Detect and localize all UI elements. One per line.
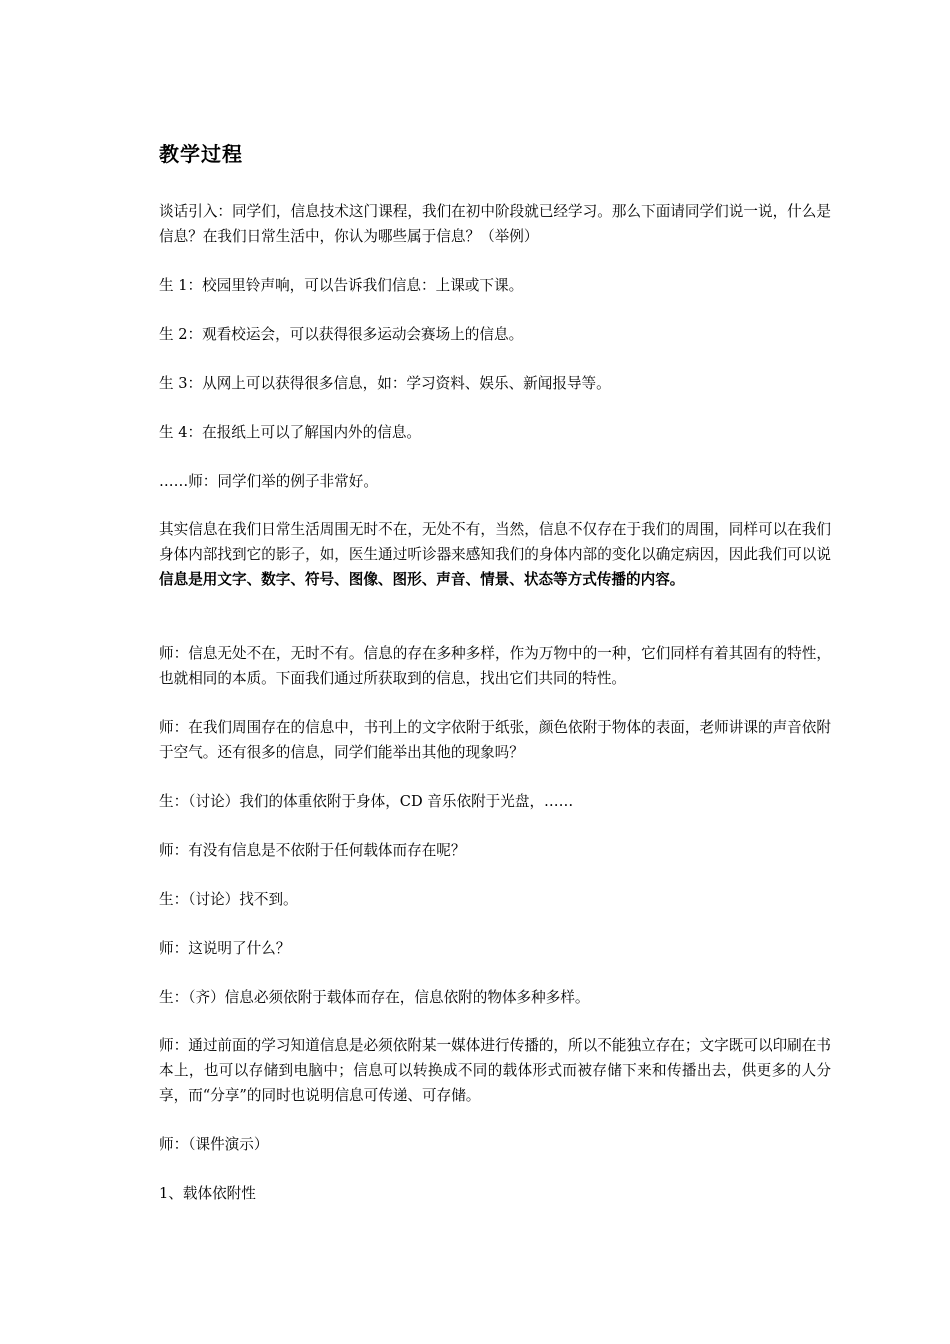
paragraph-teacher-demo bbox=[159, 1132, 831, 1157]
paragraph-teacher-what bbox=[159, 936, 831, 961]
paragraph-text: 生：（讨论）找不到。 bbox=[159, 891, 298, 908]
paragraph-teacher-question bbox=[159, 838, 831, 863]
paragraph-text: 生：（齐）信息必须依附于载体而存在，信息依附的物体多种多样。 bbox=[159, 989, 590, 1006]
paragraph-heading-carrier bbox=[159, 1181, 831, 1206]
document-title: 教学过程 bbox=[159, 142, 243, 166]
paragraph-text: 其实信息在我们日常生活周围无时不在，无处不有，当然，信息不仅存在于我们的周围，同样可以在我们身体内部找到它的影子，如，医生通过听诊器来感知我们的身体内部的变化以确定病因，因此我们可以说 bbox=[159, 521, 831, 563]
paragraph-text: 师：这说明了什么？ bbox=[159, 940, 291, 957]
paragraph-text: 生 4：在报纸上可以了解国内外的信息。 bbox=[159, 424, 422, 441]
paragraph-student-answer bbox=[159, 887, 831, 912]
definition-bold-text: 信息是用文字、数字、符号、图像、图形、声音、情景、状态等方式传播的内容。 bbox=[159, 571, 685, 588]
paragraph-text: 生：（讨论）我们的体重依附于身体，CD 音乐依附于光盘，…… bbox=[159, 793, 574, 810]
paragraph-text: 1、载体依附性 bbox=[159, 1185, 256, 1202]
paragraph-text: 师：有没有信息是不依附于任何载体而存在呢？ bbox=[159, 842, 466, 859]
paragraph-student-chorus bbox=[159, 985, 831, 1010]
paragraph-text: 生 1：校园里铃声响，可以告诉我们信息：上课或下课。 bbox=[159, 277, 524, 294]
paragraph-student-discussion bbox=[159, 789, 831, 814]
paragraph-text: 师：（课件演示） bbox=[159, 1136, 269, 1153]
paragraph-text: 师：信息无处不在，无时不有。信息的存在多种多样，作为万物中的一种，它们同样有着其固有的特性，也就相同的本质。下面我们通过所获取到的信息，找出它们共同的特性。 bbox=[159, 645, 831, 687]
paragraph-student-2 bbox=[159, 322, 831, 347]
paragraph-student-3 bbox=[159, 371, 831, 396]
paragraph-text: 生 2：观看校运会，可以获得很多运动会赛场上的信息。 bbox=[159, 326, 524, 343]
paragraph-text: 师：通过前面的学习知道信息是必须依附某一媒体进行传播的，所以不能独立存在；文字既可以印刷在书本上，也可以存储到电脑中；信息可以转换成不同的载体形式而被存储下来和传播出去，供更多的人分享，而“分享”的同时也说明信息可传递、可存储。 bbox=[159, 1037, 831, 1104]
paragraph-teacher-praise bbox=[159, 469, 831, 494]
paragraph-text: 师：在我们周围存在的信息中，书刊上的文字依附于纸张，颜色依附于物体的表面，老师讲课的声音依附于空气。还有很多的信息，同学们能举出其他的现象吗？ bbox=[159, 719, 831, 761]
paragraph-teacher-carriers bbox=[159, 715, 831, 765]
paragraph-teacher-characteristics bbox=[159, 641, 831, 691]
paragraph-student-1 bbox=[159, 273, 831, 298]
paragraph-text: 生 3：从网上可以获得很多信息，如：学习资料、娱乐、新闻报导等。 bbox=[159, 375, 611, 392]
paragraph-teacher-summary bbox=[159, 1033, 831, 1108]
paragraph-student-4 bbox=[159, 420, 831, 445]
paragraph-text: ……师：同学们举的例子非常好。 bbox=[159, 473, 378, 490]
paragraph-text: 谈话引入：同学们，信息技术这门课程，我们在初中阶段就已经学习。那么下面请同学们说一说，什么是信息？在我们日常生活中，你认为哪些属于信息？（举例） bbox=[159, 203, 831, 245]
paragraph-definition bbox=[159, 517, 831, 592]
paragraph-intro bbox=[159, 199, 831, 249]
